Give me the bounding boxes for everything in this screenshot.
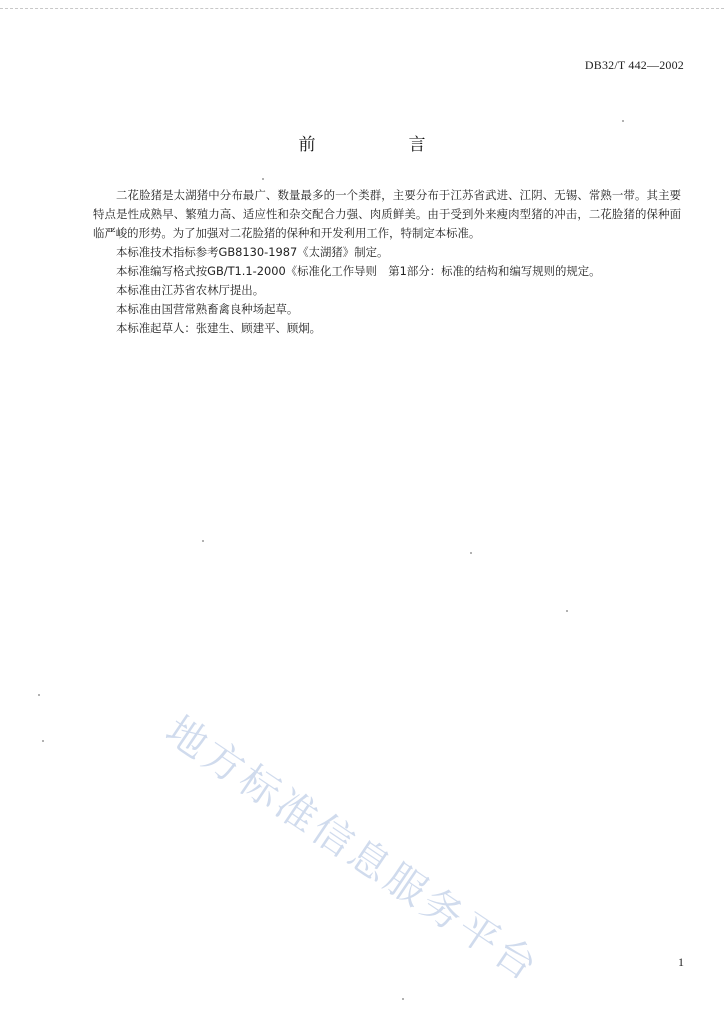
scan-speck [566,610,568,612]
page-number: 1 [678,955,684,969]
foreword-body [93,186,681,338]
watermark: 地方标准信息服务平台 [157,707,548,992]
scan-top-border [0,8,724,9]
paragraph-reference: 本标准技术指标参考GB8130-1987《太湖猪》制定。 [116,245,389,259]
scan-speck [622,120,624,122]
paragraph-drafter-org: 本标准由国营常熟畜禽良种场起草。 [116,302,299,316]
scan-speck [470,552,472,554]
paragraph-format: 本标准编写格式按GB/T1.1-2000《标准化工作导则 第1部分：标准的结构和编写规则的规定。 [116,264,601,278]
scan-speck [42,740,44,742]
section-title: 前 言 [298,135,464,155]
scan-speck [38,694,40,696]
paragraph-intro: 二花脸猪是太湖猪中分布最广、数量最多的一个类群，主要分布于江苏省武进、江阴、无锡、常熟一带。其主要特点是性成熟早、繁殖力高、适应性和杂交配合力强、肉质鲜美。由于受到外来瘦肉型猪的冲击，二花脸猪的保种面临严峻的形势。为了加强对二花脸猪的保种和开发利用工作，特制定本标准。 [93,188,681,240]
paragraph-drafters: 本标准起草人：张建生、顾建平、顾炯。 [116,321,322,335]
scan-speck [202,540,204,542]
paragraph-proposer: 本标准由江苏省农林厅提出。 [116,283,265,297]
document-number: DB32/T 442—2002 [584,58,684,72]
scan-speck [402,998,404,1000]
scan-speck [262,178,264,180]
